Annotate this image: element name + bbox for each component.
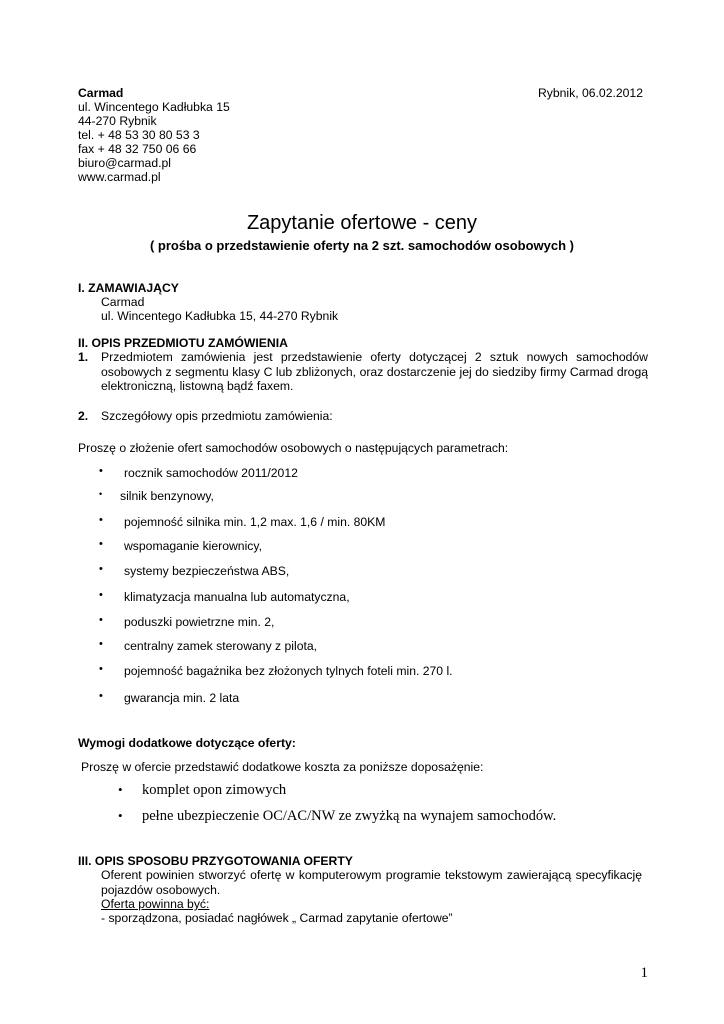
bullet: • [118,782,123,797]
list-item: centralny zamek sterowany z pilota, [124,639,318,653]
sender-address-city: 44-270 Rybnik [78,114,157,128]
list-item: pełne ubezpieczenie OC/AC/NW ze zwyżką na wynajem samochodów. [142,808,557,824]
bullet: • [99,638,103,650]
section-3-text: Oferent powinien stworzyć ofertę w komputerowym programie tekstowym zawierającą specyfikację pojazdów osobowych. [101,868,642,897]
document-subtitle: ( prośba o przedstawienie oferty na 2 szt. samochodów osobowych ) [149,238,575,253]
item-2-number: 2. [78,409,89,423]
list-item: pojemność silnika min. 1,2 max. 1,6 / min. 80KM [124,515,386,529]
sender-fax: fax + 48 32 750 06 66 [78,142,197,156]
bullet: • [99,538,103,550]
bullet: • [99,690,103,702]
list-item: klimatyzacja manualna lub automatyczna, [124,590,350,604]
parameters-intro: Proszę o złożenie ofert samochodów osobowych o następujących parametrach: [78,441,509,455]
bullet: • [99,663,103,675]
bullet: • [99,614,103,626]
item-2-text: Szczegółowy opis przedmiotu zamówienia: [101,409,333,423]
list-item: wspomaganie kierownicy, [124,539,262,553]
bullet: • [99,514,103,526]
list-item: gwarancja min. 2 lata [124,691,240,705]
list-item: systemy bezpieczeństwa ABS, [124,564,290,578]
section-3-heading: III. OPIS SPOSOBU PRZYGOTOWANIA OFERTY [78,854,353,868]
item-1-number: 1. [78,350,89,364]
list-item: komplet opon zimowych [142,782,287,798]
list-item: pojemność bagażnika bez złożonych tylnych foteli min. 270 l. [124,664,453,678]
document-title: Zapytanie ofertowe - ceny [246,212,478,234]
page-number: 1 [640,965,648,981]
bullet: • [99,489,103,499]
section-2-heading: II. OPIS PRZEDMIOTU ZAMÓWIENIA [78,336,288,350]
additional-requirements-intro: Proszę w ofercie przedstawić dodatkowe koszta za poniższe doposażęnie: [81,760,484,774]
orderer-name: Carmad [101,295,145,309]
place-date: Rybnik, 06.02.2012 [537,86,643,100]
sender-website: www.carmad.pl [78,170,161,184]
list-item: poduszki powietrzne min. 2, [124,615,275,629]
orderer-address: ul. Wincentego Kadłubka 15, 44-270 Rybnik [101,309,339,323]
offer-requirements-label: Oferta powinna być: [101,897,210,911]
sender-name: Carmad [78,86,124,100]
offer-requirement-1: - sporządzona, posiadać nagłówek „ Carmad zapytanie ofertowe” [101,911,453,925]
list-item: silnik benzynowy, [120,489,214,503]
sender-address-street: ul. Wincentego Kadłubka 15 [78,100,230,114]
additional-requirements-heading: Wymogi dodatkowe dotyczące oferty: [78,736,296,750]
item-1-text: Przedmiotem zamówienia jest przedstawienie oferty dotyczącej 2 sztuk nowych samochodów osobowych z segmentu klasy C lub zbliżonych, oraz dostarczenie jej do siedziby firmy Carmad drogą elektroniczną, listowną bądź faxem. [101,350,648,393]
list-item: rocznik samochodów 2011/2012 [124,466,298,480]
section-1-heading: I. ZAMAWIAJĄCY [78,281,179,295]
sender-phone: tel. + 48 53 30 80 53 3 [78,128,200,142]
bullet: • [99,465,103,477]
bullet: • [99,589,103,601]
bullet: • [118,808,123,823]
sender-email: biuro@carmad.pl [78,156,171,170]
bullet: • [99,563,103,575]
